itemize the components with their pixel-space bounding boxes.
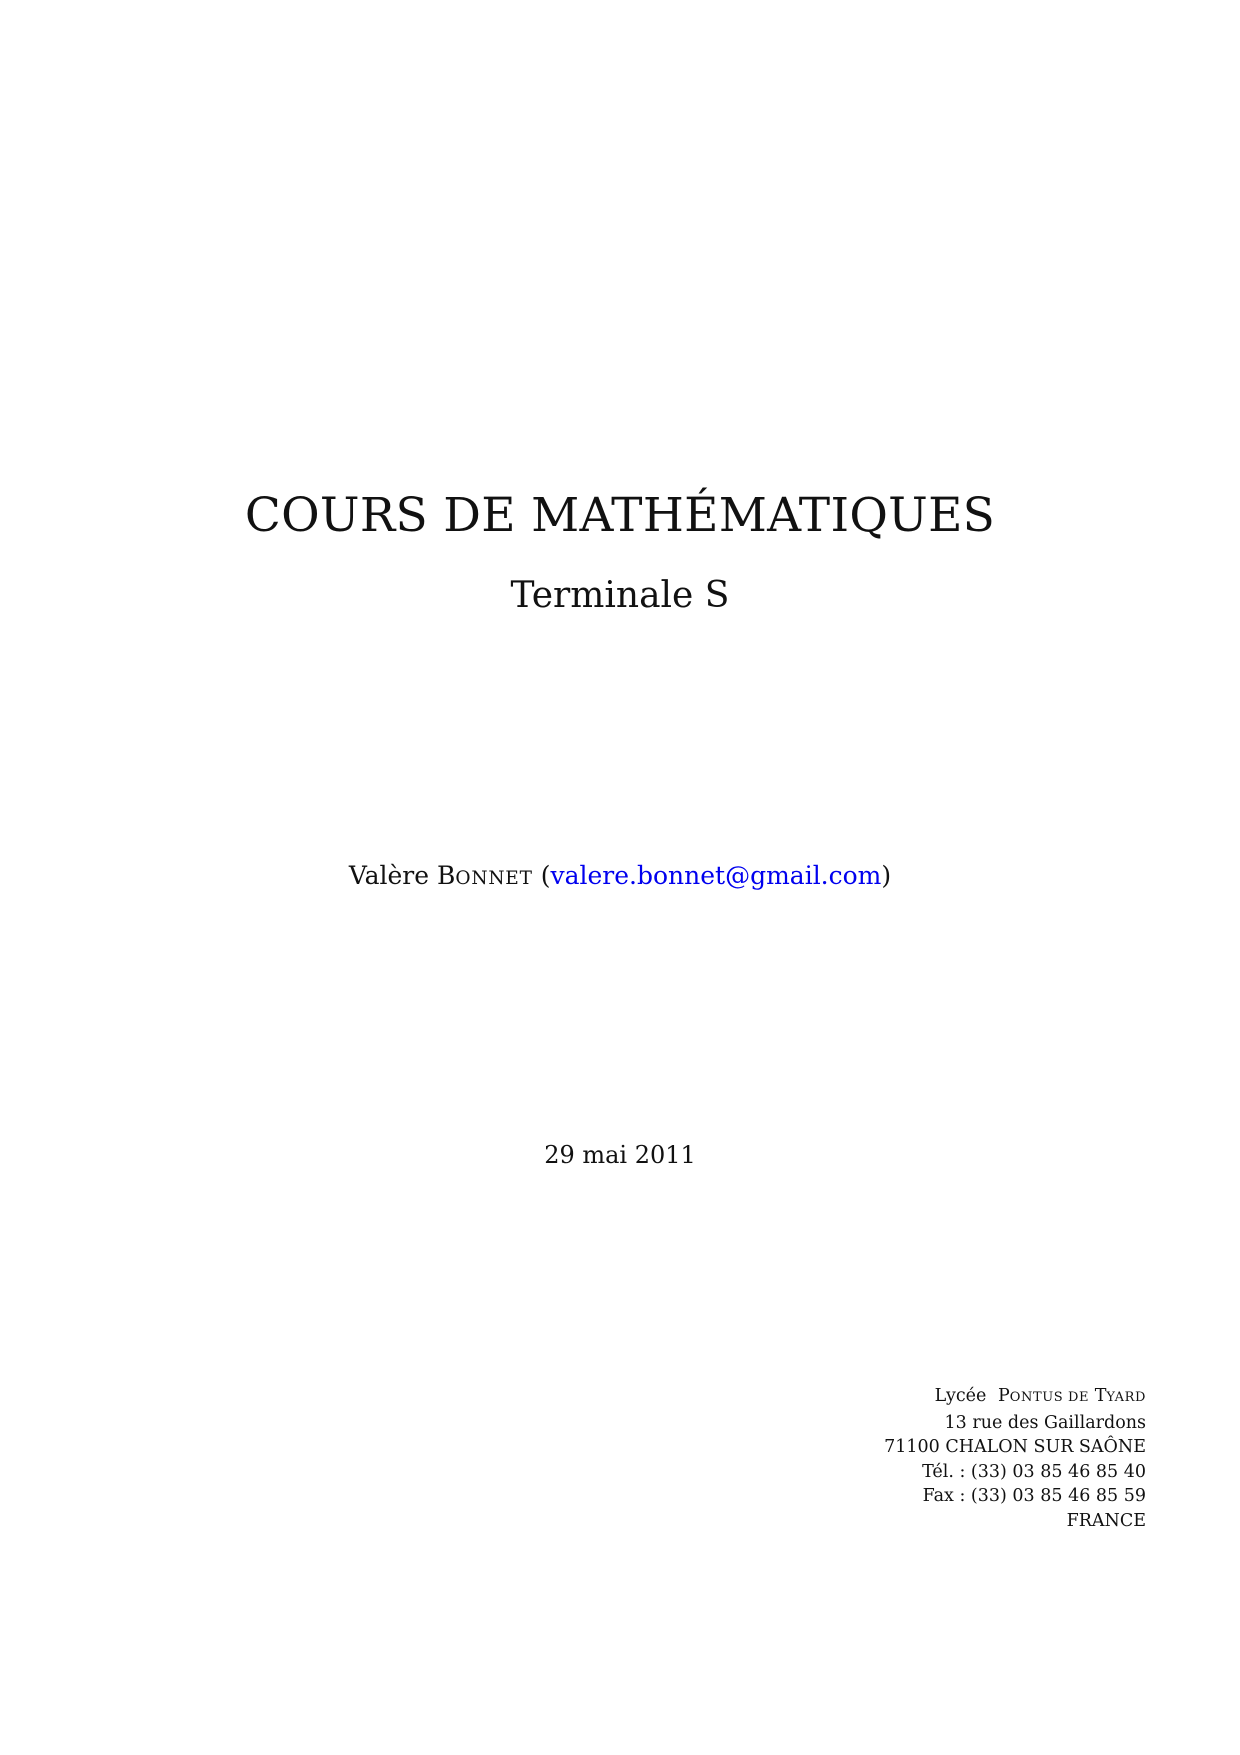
school-name-line xyxy=(884,1384,1146,1411)
address-city: 71100 CHALON SUR SAÔNE xyxy=(884,1437,1146,1458)
document-subtitle: Terminale S xyxy=(510,575,730,616)
document-date: 29 mai 2011 xyxy=(544,1141,696,1169)
school-name-rest-1: ONTUS DE xyxy=(1009,1390,1090,1405)
email-close-paren: ) xyxy=(881,861,892,890)
author-last-rest: ONNET xyxy=(455,868,533,889)
author-last-initial: B xyxy=(436,861,456,890)
author-line xyxy=(0,861,1240,890)
author-last-name xyxy=(437,861,533,890)
author-first-name: Valère xyxy=(348,861,430,890)
document-title: COURS DE MATHÉMATIQUES xyxy=(244,488,996,543)
email-open-paren: ( xyxy=(540,861,551,890)
school-address xyxy=(884,1384,1146,1534)
address-phone: Tél. : (33) 03 85 46 85 40 xyxy=(922,1461,1146,1482)
school-name-rest-2: YARD xyxy=(1106,1390,1146,1405)
address-street: 13 rue des Gaillardons xyxy=(944,1412,1146,1433)
school-name xyxy=(998,1386,1146,1406)
school-name-initial-1: P xyxy=(997,1386,1010,1406)
author-email-link[interactable]: valere.bonnet@gmail.com xyxy=(550,861,882,890)
school-name-initial-2: T xyxy=(1094,1386,1107,1406)
address-country: FRANCE xyxy=(1066,1510,1146,1531)
school-prefix: Lycée xyxy=(934,1386,987,1406)
address-fax: Fax : (33) 03 85 46 85 59 xyxy=(922,1486,1146,1507)
